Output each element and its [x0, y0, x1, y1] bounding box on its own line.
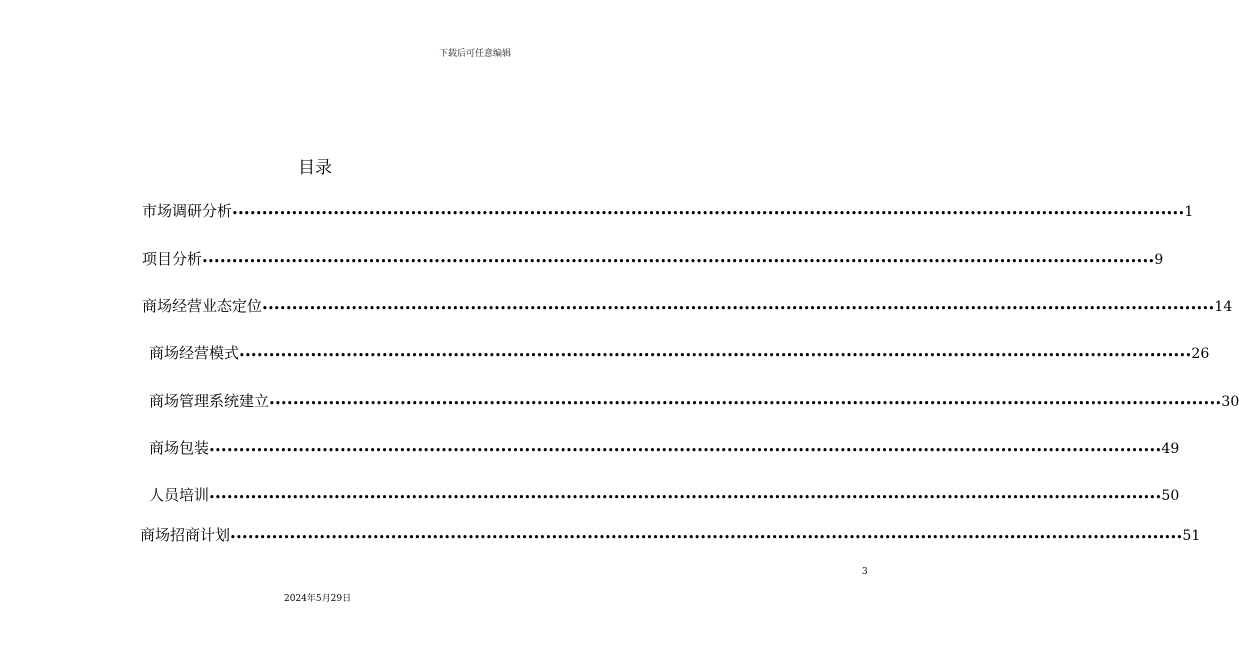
toc-leader-dots: ••••••••••••••••••••••••••••••••••••••••••••••••••••••••••••••••••••••••••••••••••••••••••••••••••••••••••••••••••••••••••••••••••••••••••••••••••••••••••••••••	[209, 446, 1162, 456]
toc-leader-dots: ••••••••••••••••••••••••••••••••••••••••••••••••••••••••••••••••••••••••••••••••••••••••••••••••••••••••••••••••••••••••••••••••••••••••••••••••••••••••••••••••	[202, 257, 1155, 267]
toc-entry-label: 商场经营业态定位	[142, 297, 263, 315]
toc-leader-dots: ••••••••••••••••••••••••••••••••••••••••••••••••••••••••••••••••••••••••••••••••••••••••••••••••••••••••••••••••••••••••••••••••••••••••••••••••••••••••••••••••	[209, 493, 1162, 503]
toc-entry[interactable]	[149, 438, 1180, 461]
toc-entry-page: 51	[1182, 528, 1201, 544]
footer-date: 2024年5月29日	[284, 594, 352, 604]
toc-entry-label: 商场招商计划	[140, 526, 231, 544]
toc-entry-label: 商场管理系统建立	[149, 392, 270, 410]
toc-entry[interactable]	[142, 249, 1164, 272]
toc-entry-page: 9	[1154, 252, 1164, 268]
page-number: 3	[862, 567, 868, 577]
toc-entry-page: 14	[1214, 299, 1233, 315]
toc-leader-dots: ••••••••••••••••••••••••••••••••••••••••••••••••••••••••••••••••••••••••••••••••••••••••••••••••••••••••••••••••••••••••••••••••••••••••••••••••••••••••••••••••	[269, 399, 1222, 409]
toc-entry-label: 市场调研分析	[142, 202, 233, 220]
toc-entry[interactable]	[142, 201, 1194, 224]
toc-entry-label: 商场经营模式	[149, 344, 240, 362]
toc-entry[interactable]	[149, 485, 1180, 508]
toc-entry-page: 50	[1161, 488, 1180, 504]
toc-leader-dots: ••••••••••••••••••••••••••••••••••••••••••••••••••••••••••••••••••••••••••••••••••••••••••••••••••••••••••••••••••••••••••••••••••••••••••••••••••••••••••••••••	[262, 304, 1215, 314]
toc-leader-dots: ••••••••••••••••••••••••••••••••••••••••••••••••••••••••••••••••••••••••••••••••••••••••••••••••••••••••••••••••••••••••••••••••••••••••••••••••••••••••••••••••	[230, 533, 1183, 543]
header-note: 下载后可任意编辑	[438, 49, 511, 59]
toc-entry-page: 26	[1191, 346, 1210, 362]
toc-entry-page: 1	[1184, 204, 1194, 220]
toc-leader-dots: ••••••••••••••••••••••••••••••••••••••••••••••••••••••••••••••••••••••••••••••••••••••••••••••••••••••••••••••••••••••••••••••••••••••••••••••••••••••••••••••••	[239, 351, 1192, 361]
toc-leader-dots: ••••••••••••••••••••••••••••••••••••••••••••••••••••••••••••••••••••••••••••••••••••••••••••••••••••••••••••••••••••••••••••••••••••••••••••••••••••••••••••••••	[232, 209, 1185, 219]
toc-entry-label: 人员培训	[149, 486, 210, 504]
toc-entry-label: 项目分析	[142, 250, 203, 268]
toc-entry-page: 49	[1161, 441, 1180, 457]
toc-entry[interactable]	[149, 343, 1210, 366]
toc-entry[interactable]	[140, 525, 1201, 548]
toc-entry-page: 30	[1221, 394, 1239, 410]
toc-title: 目录	[298, 158, 332, 178]
toc-entry[interactable]	[149, 391, 1239, 414]
toc-entry[interactable]	[142, 296, 1233, 319]
toc-entry-label: 商场包装	[149, 439, 210, 457]
